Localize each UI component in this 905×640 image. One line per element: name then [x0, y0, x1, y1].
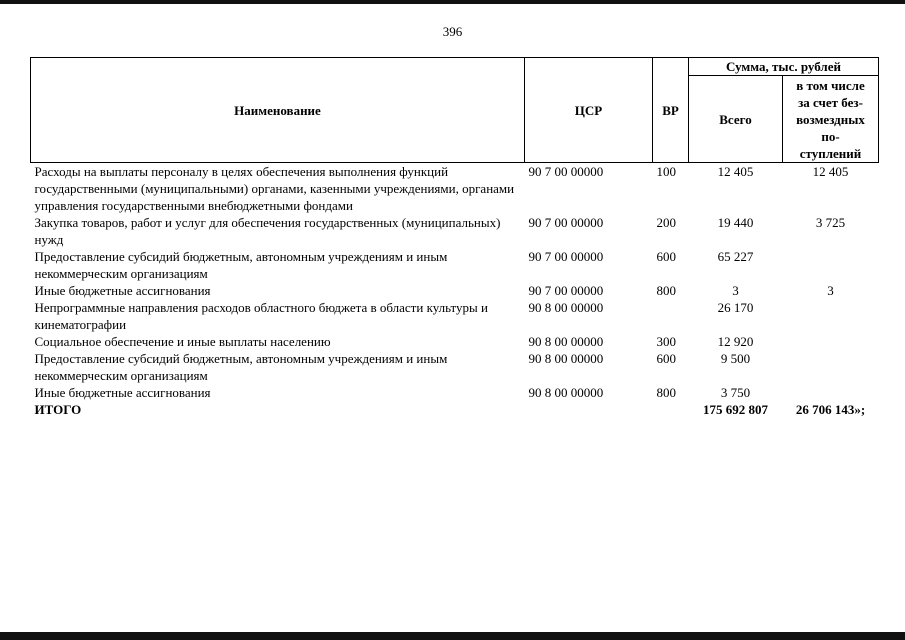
total-row — [31, 401, 879, 418]
row-free-receipts — [783, 299, 879, 333]
row-total: 3 750 — [720, 385, 751, 400]
row-name: Иные бюджетные ассигнования — [34, 283, 211, 298]
table-row — [31, 214, 879, 248]
row-csr: 90 8 00 00000 — [528, 385, 604, 400]
total-free-receipts: 26 706 143 — [795, 402, 855, 417]
row-free-receipts: 3 — [827, 283, 834, 298]
row-csr: 90 7 00 00000 — [528, 215, 604, 230]
row-csr: 90 7 00 00000 — [528, 164, 604, 179]
budget-table — [30, 57, 879, 418]
total-label: ИТОГО — [34, 402, 82, 417]
row-csr: 90 7 00 00000 — [528, 283, 604, 298]
table-row — [31, 384, 879, 401]
row-vr: 300 — [656, 334, 676, 349]
row-free-receipts — [783, 384, 879, 401]
row-free-receipts: 12 405 — [812, 164, 849, 179]
header-incl-line: ступлений — [799, 145, 862, 161]
row-total: 9 500 — [720, 351, 751, 366]
header-csr: ЦСР — [525, 58, 653, 163]
table-row — [31, 299, 879, 333]
scan-bottom-edge — [0, 632, 905, 640]
header-sum: Сумма, тыс. рублей — [689, 58, 879, 76]
total-csr-empty — [525, 401, 653, 418]
total-vr-empty — [653, 401, 689, 418]
row-free-receipts — [783, 333, 879, 350]
row-name: Закупка товаров, работ и услуг для обеспечения государственных (муниципальных) нужд — [34, 215, 501, 247]
table-row — [31, 248, 879, 282]
table-row — [31, 163, 879, 215]
row-name: Непрограммные направления расходов областного бюджета в области культуры и кинематографии — [34, 300, 488, 332]
total-free-receipts-cell — [783, 401, 879, 418]
row-free-receipts: 3 725 — [815, 215, 846, 230]
row-name: Предоставление субсидий бюджетным, автономным учреждениям и иным некоммерческим организациям — [34, 249, 448, 281]
row-total: 19 440 — [717, 215, 754, 230]
header-incl-line: за счет без- — [798, 94, 863, 110]
header-name: Наименование — [31, 58, 525, 163]
row-vr — [653, 299, 689, 333]
table-row — [31, 282, 879, 299]
header-incl-line: в том числе — [796, 77, 865, 93]
row-name: Социальное обеспечение и иные выплаты населению — [34, 334, 331, 349]
row-vr: 200 — [656, 215, 676, 230]
row-csr: 90 7 00 00000 — [528, 249, 604, 264]
row-vr: 100 — [656, 164, 676, 179]
header-vr: ВР — [653, 58, 689, 163]
row-vr: 800 — [656, 385, 676, 400]
row-name: Иные бюджетные ассигнования — [34, 385, 211, 400]
total-sum: 175 692 807 — [703, 402, 768, 417]
header-including-free-receipts — [783, 76, 879, 163]
table-row — [31, 333, 879, 350]
row-total: 12 405 — [717, 164, 754, 179]
row-total: 65 227 — [717, 249, 754, 264]
row-csr: 90 8 00 00000 — [528, 351, 604, 366]
row-vr: 600 — [656, 249, 676, 264]
closing-quote-suffix: »; — [854, 402, 866, 417]
page-number: 396 — [442, 24, 463, 39]
row-name: Предоставление субсидий бюджетным, автономным учреждениям и иным некоммерческим организациям — [34, 351, 448, 383]
table-row — [31, 350, 879, 384]
scan-top-edge — [0, 0, 905, 4]
header-incl-line: возмездных — [796, 111, 865, 127]
row-total: 3 — [732, 283, 739, 298]
row-total: 26 170 — [717, 300, 754, 315]
row-csr: 90 8 00 00000 — [528, 334, 604, 349]
row-free-receipts — [783, 248, 879, 282]
header-incl-line: по- — [821, 128, 840, 144]
row-total: 12 920 — [717, 334, 754, 349]
header-total: Всего — [689, 76, 783, 163]
row-name: Расходы на выплаты персоналу в целях обеспечения выполнения функций государственными (муниципальными) органами, казенными учреждениями, органами управления государственными внебюджетными фондами — [34, 164, 515, 213]
row-csr: 90 8 00 00000 — [528, 300, 604, 315]
row-vr: 800 — [656, 283, 676, 298]
row-free-receipts — [783, 350, 879, 384]
row-vr: 600 — [656, 351, 676, 366]
